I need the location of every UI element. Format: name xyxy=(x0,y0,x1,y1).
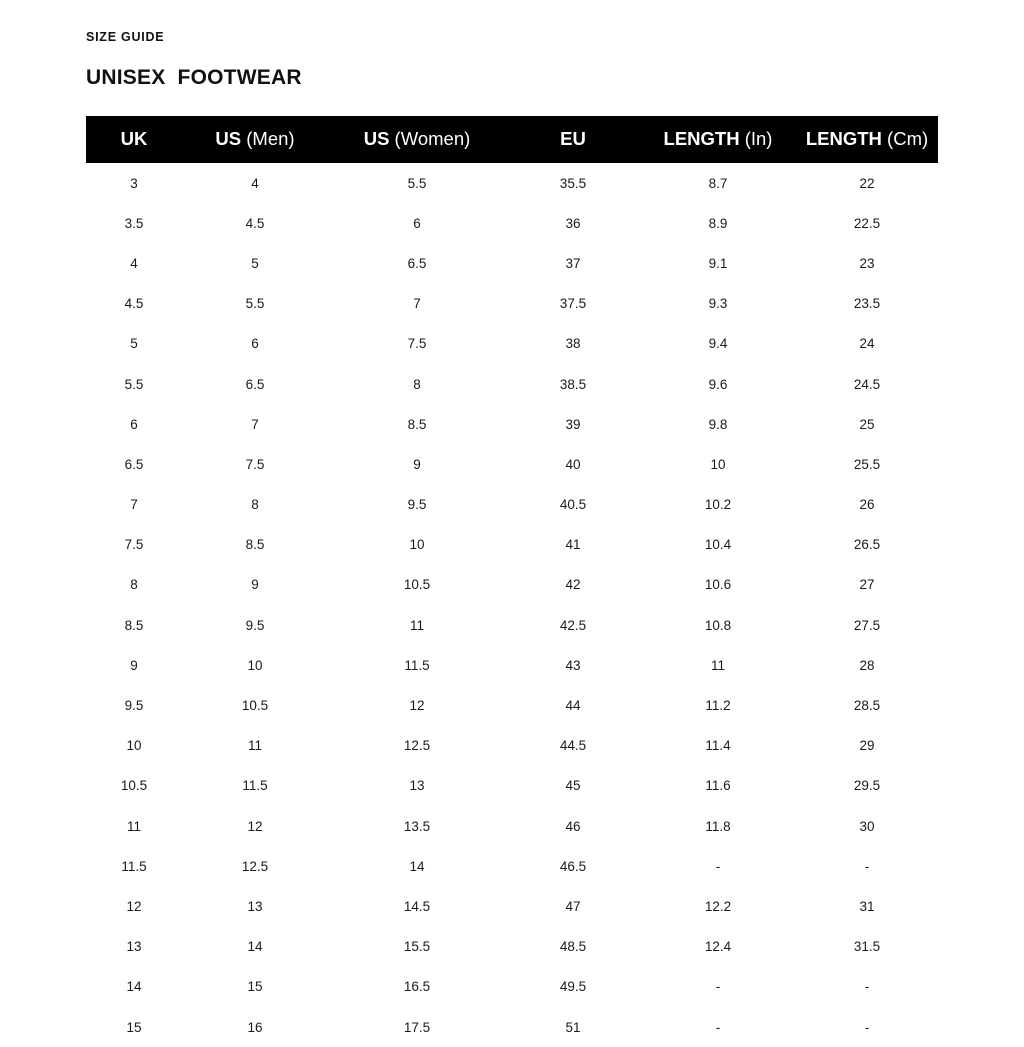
table-cell: 5.5 xyxy=(328,163,506,203)
table-cell: 6.5 xyxy=(182,364,328,404)
table-cell: 22.5 xyxy=(796,203,938,243)
table-cell: 8.5 xyxy=(86,605,182,645)
table-cell: 8 xyxy=(328,364,506,404)
table-cell: 30 xyxy=(796,806,938,846)
table-row xyxy=(86,163,938,203)
column-header-qualifier: (In) xyxy=(739,128,773,149)
table-cell: 12.2 xyxy=(640,886,796,926)
table-cell: 41 xyxy=(506,525,640,565)
table-cell: 28 xyxy=(796,645,938,685)
table-cell: 16 xyxy=(182,1007,328,1047)
table-cell: 40 xyxy=(506,444,640,484)
column-header-main: US xyxy=(363,128,390,149)
table-cell: 8.5 xyxy=(328,404,506,444)
table-header-row xyxy=(86,116,938,163)
table-cell: 25.5 xyxy=(796,444,938,484)
table-cell: 27 xyxy=(796,565,938,605)
table-row xyxy=(86,525,938,565)
table-cell: 14 xyxy=(182,927,328,967)
table-cell: 37 xyxy=(506,243,640,283)
table-cell: 23 xyxy=(796,243,938,283)
table-cell: 15.5 xyxy=(328,927,506,967)
table-cell: 6.5 xyxy=(328,243,506,283)
table-cell: 6 xyxy=(182,324,328,364)
table-row xyxy=(86,927,938,967)
table-cell: 6 xyxy=(86,404,182,444)
table-cell: 10.8 xyxy=(640,605,796,645)
column-header-0 xyxy=(86,116,182,163)
table-cell: 12.5 xyxy=(182,846,328,886)
column-header-5 xyxy=(796,116,938,163)
table-cell: 11.8 xyxy=(640,806,796,846)
table-cell: 11.5 xyxy=(86,846,182,886)
table-cell: 45 xyxy=(506,766,640,806)
table-cell: 13 xyxy=(328,766,506,806)
table-cell: 5 xyxy=(182,243,328,283)
table-cell: 43 xyxy=(506,645,640,685)
table-cell: 4.5 xyxy=(182,203,328,243)
table-cell: 9 xyxy=(86,645,182,685)
table-cell: 10 xyxy=(182,645,328,685)
page-title: UNISEX FOOTWEAR xyxy=(86,66,302,89)
table-cell: 12.5 xyxy=(328,726,506,766)
table-cell: 10.5 xyxy=(86,766,182,806)
table-cell: 10 xyxy=(328,525,506,565)
table-body xyxy=(86,163,938,1047)
table-cell: 5.5 xyxy=(182,284,328,324)
column-header-qualifier: (Women) xyxy=(389,128,471,149)
table-cell: 14 xyxy=(328,846,506,886)
table-cell: 9 xyxy=(182,565,328,605)
table-cell: 8 xyxy=(86,565,182,605)
table-cell: - xyxy=(796,967,938,1007)
table-cell: 24 xyxy=(796,324,938,364)
table-cell: 42 xyxy=(506,565,640,605)
table-cell: 10.2 xyxy=(640,485,796,525)
table-row xyxy=(86,726,938,766)
table-cell: 9.6 xyxy=(640,364,796,404)
table-cell: 27.5 xyxy=(796,605,938,645)
table-cell: 10.5 xyxy=(328,565,506,605)
table-cell: 7 xyxy=(182,404,328,444)
table-cell: 9 xyxy=(328,444,506,484)
size-chart-table xyxy=(86,116,938,1047)
table-row xyxy=(86,685,938,725)
table-cell: 15 xyxy=(86,1007,182,1047)
table-cell: 15 xyxy=(182,967,328,1007)
table-cell: 12.4 xyxy=(640,927,796,967)
table-cell: 7.5 xyxy=(328,324,506,364)
table-cell: 3 xyxy=(86,163,182,203)
table-cell: 12 xyxy=(328,685,506,725)
table-cell: 6.5 xyxy=(86,444,182,484)
table-cell: 11 xyxy=(86,806,182,846)
table-row xyxy=(86,284,938,324)
table-cell: 35.5 xyxy=(506,163,640,203)
table-cell: 17.5 xyxy=(328,1007,506,1047)
column-header-main: UK xyxy=(120,128,148,149)
table-cell: 26.5 xyxy=(796,525,938,565)
table-row xyxy=(86,404,938,444)
table-cell: 31.5 xyxy=(796,927,938,967)
table-row xyxy=(86,886,938,926)
table-row xyxy=(86,565,938,605)
table-row xyxy=(86,766,938,806)
table-cell: 8.7 xyxy=(640,163,796,203)
table-cell: 7.5 xyxy=(86,525,182,565)
table-cell: 37.5 xyxy=(506,284,640,324)
table-cell: 8.5 xyxy=(182,525,328,565)
table-cell: 10.5 xyxy=(182,685,328,725)
table-cell: 10.6 xyxy=(640,565,796,605)
column-header-1 xyxy=(182,116,328,163)
table-cell: 9.1 xyxy=(640,243,796,283)
table-cell: - xyxy=(796,846,938,886)
column-header-qualifier: (Cm) xyxy=(881,128,929,149)
table-cell: 9.5 xyxy=(86,685,182,725)
table-cell: 14.5 xyxy=(328,886,506,926)
table-row xyxy=(86,605,938,645)
table-row xyxy=(86,444,938,484)
table-cell: 12 xyxy=(182,806,328,846)
eyebrow-label: SIZE GUIDE xyxy=(86,30,165,44)
column-header-4 xyxy=(640,116,796,163)
table-cell: 26 xyxy=(796,485,938,525)
column-header-main: EU xyxy=(560,128,586,149)
table-cell: 10.4 xyxy=(640,525,796,565)
table-cell: 4 xyxy=(182,163,328,203)
table-cell: 25 xyxy=(796,404,938,444)
table-cell: 44.5 xyxy=(506,726,640,766)
table-cell: 23.5 xyxy=(796,284,938,324)
table-cell: 28.5 xyxy=(796,685,938,725)
table-cell: 13 xyxy=(86,927,182,967)
table-cell: 36 xyxy=(506,203,640,243)
table-cell: 46.5 xyxy=(506,846,640,886)
table-cell: 12 xyxy=(86,886,182,926)
table-cell: 3.5 xyxy=(86,203,182,243)
table-row xyxy=(86,806,938,846)
column-header-main: LENGTH xyxy=(805,128,882,149)
table-cell: 10 xyxy=(640,444,796,484)
table-cell: 47 xyxy=(506,886,640,926)
table-cell: 39 xyxy=(506,404,640,444)
table-cell: 14 xyxy=(86,967,182,1007)
column-header-3 xyxy=(506,116,640,163)
table-row xyxy=(86,645,938,685)
table-cell: 9.5 xyxy=(328,485,506,525)
column-header-main: LENGTH xyxy=(663,128,740,149)
table-cell: - xyxy=(640,1007,796,1047)
table-cell: 11.5 xyxy=(328,645,506,685)
table-row xyxy=(86,485,938,525)
table-cell: 5 xyxy=(86,324,182,364)
table-cell: 38.5 xyxy=(506,364,640,404)
table-cell: 7.5 xyxy=(182,444,328,484)
table-cell: 7 xyxy=(86,485,182,525)
table-cell: - xyxy=(640,846,796,886)
table-row xyxy=(86,324,938,364)
table-cell: 11 xyxy=(328,605,506,645)
table-cell: 11.2 xyxy=(640,685,796,725)
table-cell: 49.5 xyxy=(506,967,640,1007)
table-row xyxy=(86,243,938,283)
table-cell: 24.5 xyxy=(796,364,938,404)
table-row xyxy=(86,364,938,404)
table-cell: 11.5 xyxy=(182,766,328,806)
table-cell: 29.5 xyxy=(796,766,938,806)
table-cell: 31 xyxy=(796,886,938,926)
column-header-main: US xyxy=(215,128,242,149)
table-cell: 13 xyxy=(182,886,328,926)
table-cell: 11 xyxy=(182,726,328,766)
column-header-2 xyxy=(328,116,506,163)
table-row xyxy=(86,1007,938,1047)
table-header xyxy=(86,116,938,163)
table-cell: 6 xyxy=(328,203,506,243)
table-cell: 9.5 xyxy=(182,605,328,645)
table-cell: 42.5 xyxy=(506,605,640,645)
table-cell: 11.6 xyxy=(640,766,796,806)
table-cell: 4.5 xyxy=(86,284,182,324)
table-cell: 13.5 xyxy=(328,806,506,846)
table-row xyxy=(86,203,938,243)
table-row xyxy=(86,846,938,886)
table-cell: 10 xyxy=(86,726,182,766)
table-cell: 38 xyxy=(506,324,640,364)
table-cell: 29 xyxy=(796,726,938,766)
table-cell: 44 xyxy=(506,685,640,725)
table-cell: 8 xyxy=(182,485,328,525)
table-cell: 46 xyxy=(506,806,640,846)
table-cell: 9.4 xyxy=(640,324,796,364)
table-cell: 9.8 xyxy=(640,404,796,444)
table-cell: 5.5 xyxy=(86,364,182,404)
table-cell: 8.9 xyxy=(640,203,796,243)
table-cell: 11.4 xyxy=(640,726,796,766)
table-cell: - xyxy=(640,967,796,1007)
table-cell: 7 xyxy=(328,284,506,324)
table-row xyxy=(86,967,938,1007)
table-cell: 4 xyxy=(86,243,182,283)
table-cell: 51 xyxy=(506,1007,640,1047)
table-cell: 16.5 xyxy=(328,967,506,1007)
table-cell: - xyxy=(796,1007,938,1047)
table-cell: 40.5 xyxy=(506,485,640,525)
column-header-qualifier: (Men) xyxy=(241,128,295,149)
table-cell: 22 xyxy=(796,163,938,203)
table-cell: 9.3 xyxy=(640,284,796,324)
table-cell: 48.5 xyxy=(506,927,640,967)
table-cell: 11 xyxy=(640,645,796,685)
